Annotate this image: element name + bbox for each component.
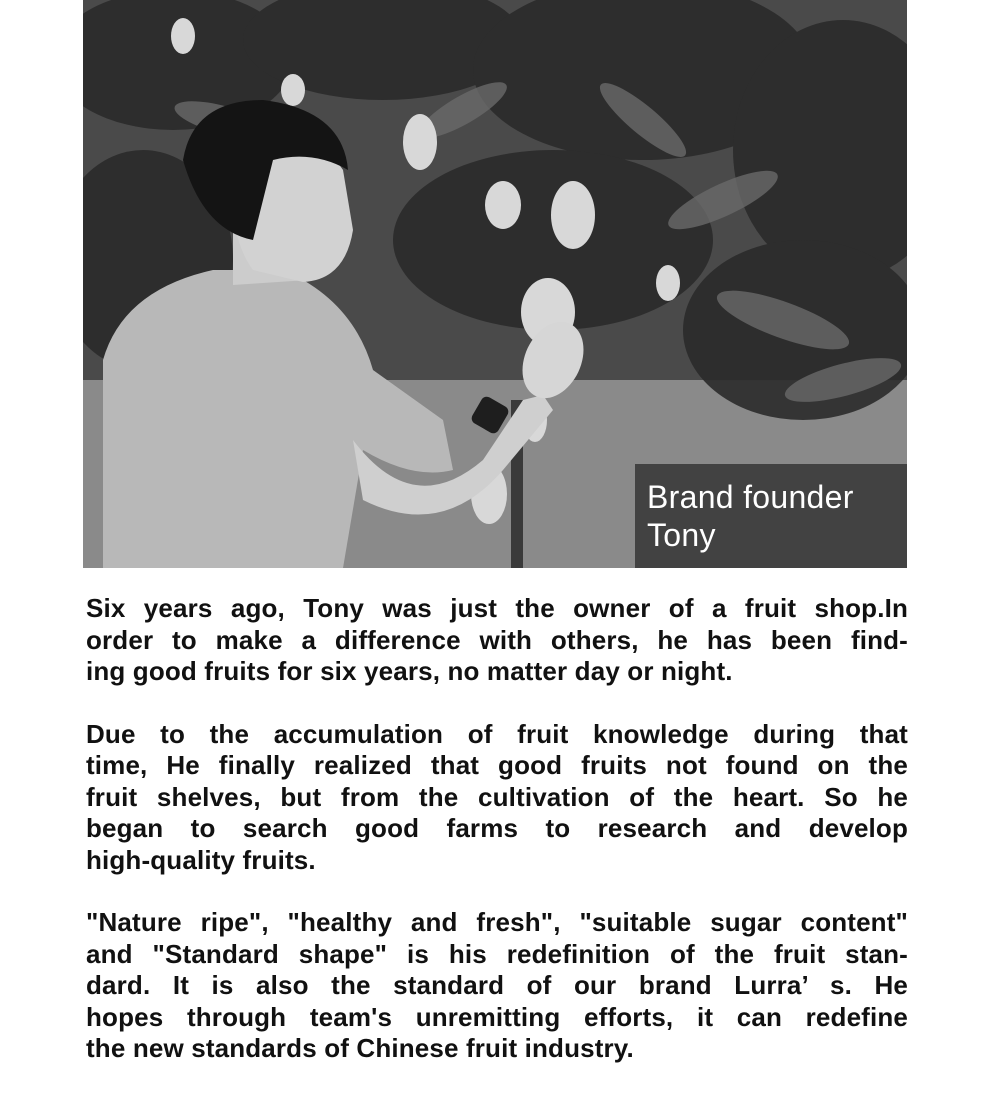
story-paragraph (86, 907, 908, 1065)
text-line: and "Standard shape" is his redefinition of the fruit stan- (86, 938, 908, 969)
text-line: dard. It is also the standard of our brand Lurra’ s. He (86, 970, 908, 1000)
text-line: ing good fruits for six years, no matter day or night. (86, 656, 733, 686)
founder-caption (635, 464, 907, 568)
text-line: high-quality fruits. (86, 844, 316, 875)
text-line: began to search good farms to research and develop (86, 813, 908, 843)
founder-photo (83, 0, 907, 568)
text-line: hopes through team's unremitting efforts, it can redefine (86, 1001, 908, 1032)
story-paragraph (86, 593, 908, 688)
text-line: the new standards of Chinese fruit industry. (86, 1033, 634, 1063)
story-paragraph (86, 719, 908, 877)
founder-story (86, 593, 908, 1096)
text-line: fruit shelves, but from the cultivation of the heart. So he (86, 781, 908, 812)
text-line: time, He finally realized that good fruits not found on the (86, 750, 908, 780)
text-line: Six years ago, Tony was just the owner of a fruit shop.In (86, 593, 908, 623)
text-line: "Nature ripe", "healthy and fresh", "suitable sugar content" (86, 907, 908, 937)
text-line: order to make a difference with others, he has been find- (86, 624, 908, 655)
caption-name: Tony (647, 517, 716, 553)
caption-title: Brand founder (647, 479, 854, 515)
text-line: Due to the accumulation of fruit knowledge during that (86, 718, 908, 749)
